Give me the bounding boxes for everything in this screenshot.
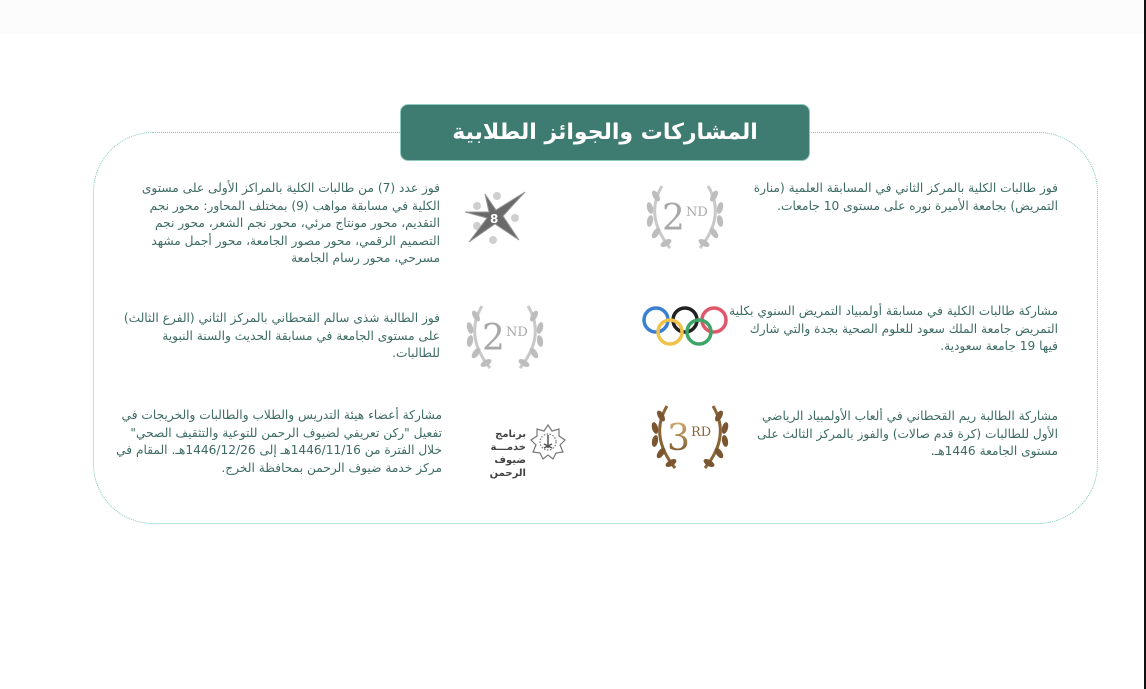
award-text: مشاركة الطالبة ريم القحطاني في ألعاب الأولمبياد الرياضي الأول للطالبات (كرة قدم صالات) والفوز بالمركز الثالث على مستوى الجامعة 1446هـ. xyxy=(757,409,1058,458)
award-text: مشاركة طالبات الكلية في مسابقة أولمبياد التمريض السنوي بكلية التمريض جامعة الملك سعود للعلوم الصحية بجدة والتي شارك فيها 19 جامعة سعودية. xyxy=(729,304,1058,353)
program-logo-line1: برنامج خدمـــة xyxy=(490,429,526,453)
award-item xyxy=(118,180,440,268)
svg-text:8: 8 xyxy=(490,212,499,226)
svg-text:3: 3 xyxy=(667,418,690,459)
top-strip xyxy=(0,0,1144,34)
second-place-laurel-icon xyxy=(640,176,730,256)
award-item xyxy=(118,310,440,363)
award-text: فوز الطالبة شذى سالم القحطاني بالمركز الثاني (الفرع الثالث) على مستوى الجامعة في مسابقة الحديث والسنة النبوية للطالبات. xyxy=(123,311,440,360)
svg-text:2: 2 xyxy=(482,318,505,359)
svg-text:RD: RD xyxy=(691,425,712,440)
olympic-rings-icon xyxy=(640,304,730,348)
second-place-laurel-icon xyxy=(460,296,550,376)
program-logo-line2: ضيوف الرحمن xyxy=(489,455,526,479)
section-title: المشاركات والجوائز الطلابية xyxy=(452,120,758,145)
award-item xyxy=(116,407,442,477)
award-item xyxy=(736,180,1058,215)
saudi-emblem-icon xyxy=(530,424,566,460)
svg-text:2: 2 xyxy=(662,198,685,239)
third-place-laurel-icon xyxy=(645,396,735,476)
program-logo-text xyxy=(462,428,526,480)
award-text: فوز عدد (7) من طالبات الكلية بالمراكز الأولى على مستوى الكلية في مسابقة مواهب (9) بمختلف المحاور: محور نجم التقديم، محور مونتاج مرئي، محور نجم الشعر، محور نجم التصميم الرقمي، محور مصور الجامعة، محور أجمل مشهد مسرحي، محور رسام الجامعة xyxy=(141,181,440,265)
svg-text:ND: ND xyxy=(506,325,528,340)
mawaheb-star-icon xyxy=(463,188,527,246)
award-item xyxy=(728,303,1058,356)
award-text: مشاركة أعضاء هيئة التدريس والطلاب والطالبات والخريجات في تفعيل "ركن تعريفي لضيوف الرحمن للتوعية والتثقيف الصحي" خلال الفترة من 1446/11/16هـ إلى 1446/12/26هـ. المقام في مركز خدمة ضيوف الرحمن بمحافظة الخرج. xyxy=(116,408,442,475)
section-title-banner xyxy=(400,104,810,161)
award-text: فوز طالبات الكلية بالمركز الثاني في المسابقة العلمية (منارة التمريض) بجامعة الأميرة نوره على مستوى 10 جامعات. xyxy=(753,181,1058,213)
svg-text:ND: ND xyxy=(686,205,708,220)
award-item xyxy=(736,408,1058,461)
guests-of-rahman-program-logo-icon xyxy=(462,424,566,479)
